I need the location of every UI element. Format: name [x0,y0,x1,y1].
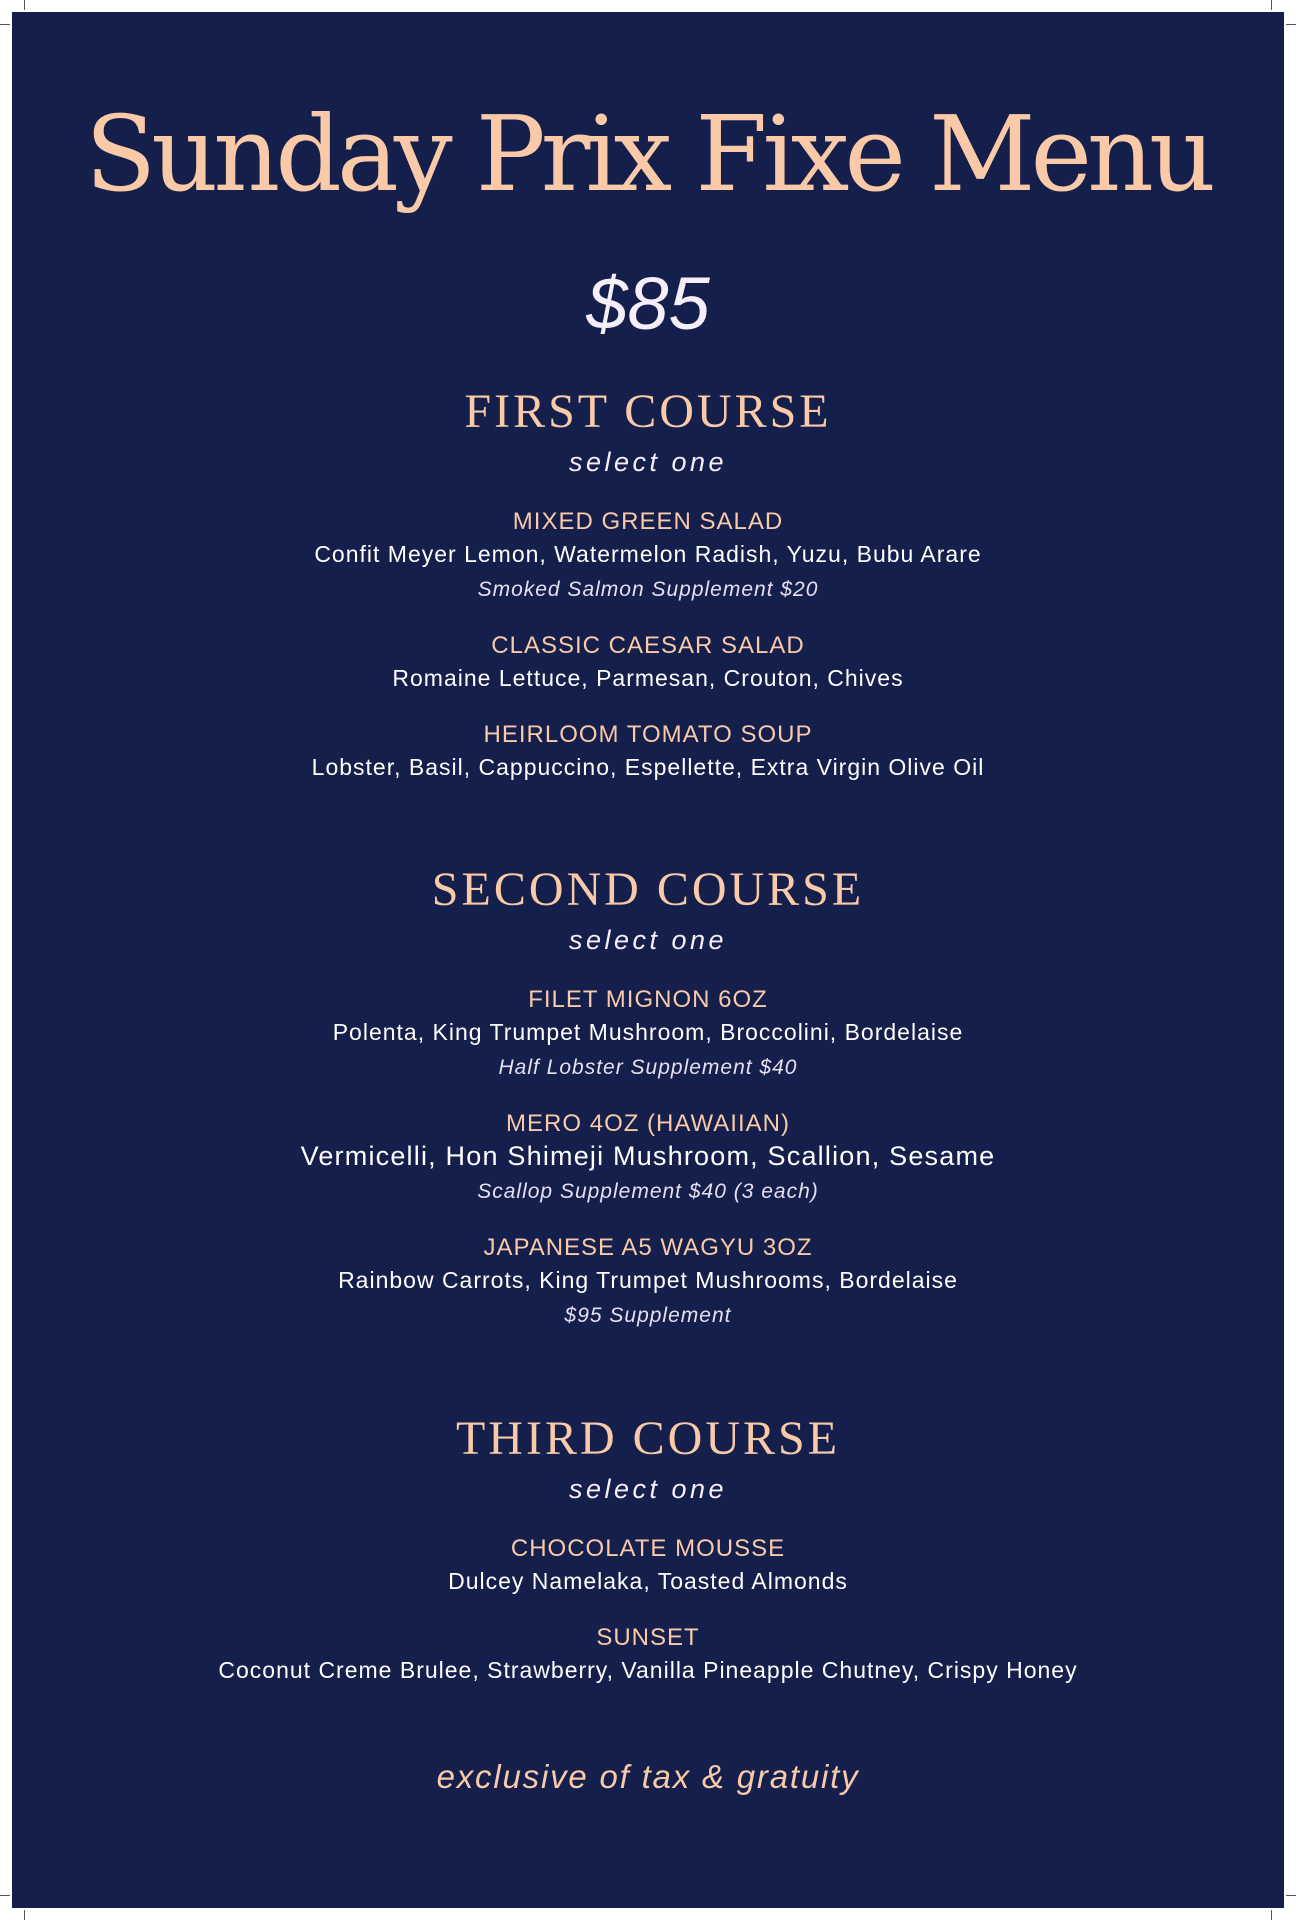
crop-mark-bottom-right-v [1271,1910,1272,1920]
item-supplement: Scallop Supplement $40 (3 each) [477,1180,819,1203]
crop-mark-top-left-h [0,24,10,25]
item-name: HEIRLOOM TOMATO SOUP [483,721,813,748]
course-instruction: select one [568,447,728,477]
menu-title: Sunday Prix Fixe Menu [85,93,1211,215]
item-name: SUNSET [596,1624,700,1651]
course-title: FIRST COURSE [464,385,832,438]
item-name: MIXED GREEN SALAD [512,508,784,535]
item-name: FILET MIGNON 6OZ [528,986,768,1013]
item-description: Vermicelli, Hon Shimeji Mushroom, Scallion, Sesame [300,1141,996,1171]
first-course [12,387,1284,785]
crop-mark-top-left-v [24,0,25,10]
item-name: CLASSIC CAESAR SALAD [491,632,805,659]
item-description: Lobster, Basil, Cappuccino, Espellette, Extra Virgin Olive Oil [311,754,985,780]
tax-gratuity-note: exclusive of tax & gratuity [436,1758,860,1795]
course-title: THIRD COURSE [455,1412,841,1465]
course-title: SECOND COURSE [431,863,865,916]
menu-item [12,985,1284,1085]
course-instruction: select one [568,925,728,955]
menu-item [12,507,1284,607]
item-supplement: Half Lobster Supplement $40 [498,1056,798,1079]
item-description: Romaine Lettuce, Parmesan, Crouton, Chives [392,665,904,691]
menu-item [12,1109,1284,1209]
crop-mark-bottom-left-h [0,1895,10,1896]
item-supplement: $95 Supplement [564,1304,732,1327]
third-course [12,1414,1284,1688]
item-supplement: Smoked Salmon Supplement $20 [477,578,819,601]
item-name: MERO 4OZ (HAWAIIAN) [506,1110,790,1137]
item-name: JAPANESE A5 WAGYU 3OZ [483,1234,813,1261]
item-description: Confit Meyer Lemon, Watermelon Radish, Yuzu, Bubu Arare [314,541,982,567]
menu-item [12,720,1284,785]
menu-item [12,1534,1284,1599]
crop-mark-bottom-right-h [1286,1895,1296,1896]
item-description: Rainbow Carrots, King Trumpet Mushrooms, Bordelaise [338,1267,958,1293]
item-description: Polenta, King Trumpet Mushroom, Broccolini, Bordelaise [332,1019,964,1045]
item-description: Dulcey Namelaka, Toasted Almonds [448,1568,848,1594]
course-instruction: select one [568,1474,728,1504]
item-description: Coconut Creme Brulee, Strawberry, Vanilla Pineapple Chutney, Crispy Honey [218,1657,1078,1683]
crop-mark-bottom-left-v [24,1910,25,1920]
menu-item [12,1623,1284,1688]
second-course [12,865,1284,1333]
menu-item [12,1233,1284,1333]
item-name: CHOCOLATE MOUSSE [510,1535,786,1562]
menu-page [12,12,1284,1908]
menu-item [12,631,1284,696]
menu-price: $85 [586,262,710,345]
crop-mark-top-right-v [1271,0,1272,10]
crop-mark-top-right-h [1286,24,1296,25]
